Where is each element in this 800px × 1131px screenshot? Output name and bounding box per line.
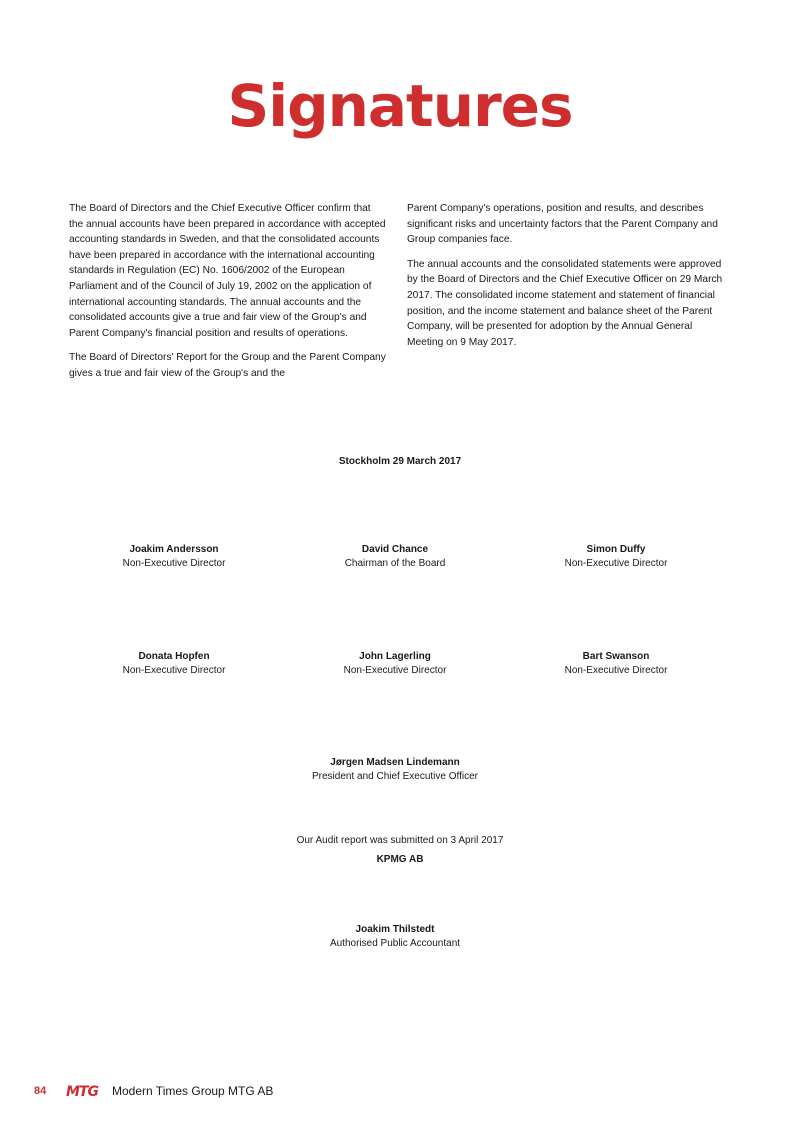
signatory-role: Chairman of the Board xyxy=(344,557,446,569)
auditor-name: Joakim Thilstedt xyxy=(355,924,435,935)
page-title: Signatures xyxy=(227,72,573,140)
audit-firm: KPMG AB xyxy=(376,854,424,865)
signature-block xyxy=(295,543,495,570)
signature-block xyxy=(516,650,716,677)
signatory-name: Donata Hopfen xyxy=(138,651,210,662)
paragraph: Parent Company's operations, position and results, and describes significant risks and uncertainty factors that the Parent Company and Group companies face. xyxy=(407,203,718,246)
left-text-column xyxy=(69,201,387,391)
signatory-name: Jørgen Madsen Lindemann xyxy=(330,757,460,768)
auditor-role: Authorised Public Accountant xyxy=(329,937,461,949)
place-date: Stockholm 29 March 2017 xyxy=(338,456,462,467)
company-name: Modern Times Group MTG AB xyxy=(112,1084,274,1098)
signatory-role: Non-Executive Director xyxy=(564,664,668,676)
signature-block xyxy=(74,543,274,570)
paragraph: The Board of Directors' Report for the Group and the Parent Company gives a true and fair view of the Group's and the xyxy=(69,352,386,379)
signature-block xyxy=(516,543,716,570)
signature-block xyxy=(295,923,495,950)
signatory-name: John Lagerling xyxy=(359,651,431,662)
signatory-name: Joakim Andersson xyxy=(129,544,219,555)
paragraph: The annual accounts and the consolidated statements were approved by the Board of Directors and the Chief Executive Officer on 29 March 2017. The consolidated income statement and statement of financial position, and the income statement and balance sheet of the Parent Company, will be presented for adoption by the Annual General Meeting on 9 May 2017. xyxy=(407,258,723,348)
signatory-role: Non-Executive Director xyxy=(343,664,447,676)
signatory-role: President and Chief Executive Officer xyxy=(311,770,478,782)
signature-block xyxy=(74,650,274,677)
paragraph: The Board of Directors and the Chief Executive Officer confirm that the annual accounts have been prepared in accordance with accepted accounting standards in Sweden, and that the consolidated accounts have been prepared in accordance with the international accounting standards in Regulation (EC) No. 1606/2002 of the European Parliament and of the Council of July 19, 2002 on the application of international accounting standards. The annual accounts and the consolidated accounts give a true and fair view of the Group's and Parent Company's financial position and results of operations. xyxy=(69,203,386,339)
signature-block xyxy=(295,650,495,677)
signatory-name: David Chance xyxy=(361,544,429,555)
signatory-role: Non-Executive Director xyxy=(122,664,226,676)
signatory-name: Bart Swanson xyxy=(582,651,650,662)
page-number: 84 xyxy=(34,1085,47,1097)
signatory-role: Non-Executive Director xyxy=(122,557,226,569)
page-footer xyxy=(34,1083,273,1099)
signatory-role: Non-Executive Director xyxy=(564,557,668,569)
signatory-name: Simon Duffy xyxy=(586,544,646,555)
mtg-logo-icon xyxy=(66,1083,102,1099)
audit-note: Our Audit report was submitted on 3 April 2017 xyxy=(296,835,504,846)
logo-text: MTG xyxy=(66,1084,98,1099)
right-text-column xyxy=(407,201,729,359)
signature-block xyxy=(245,756,545,783)
